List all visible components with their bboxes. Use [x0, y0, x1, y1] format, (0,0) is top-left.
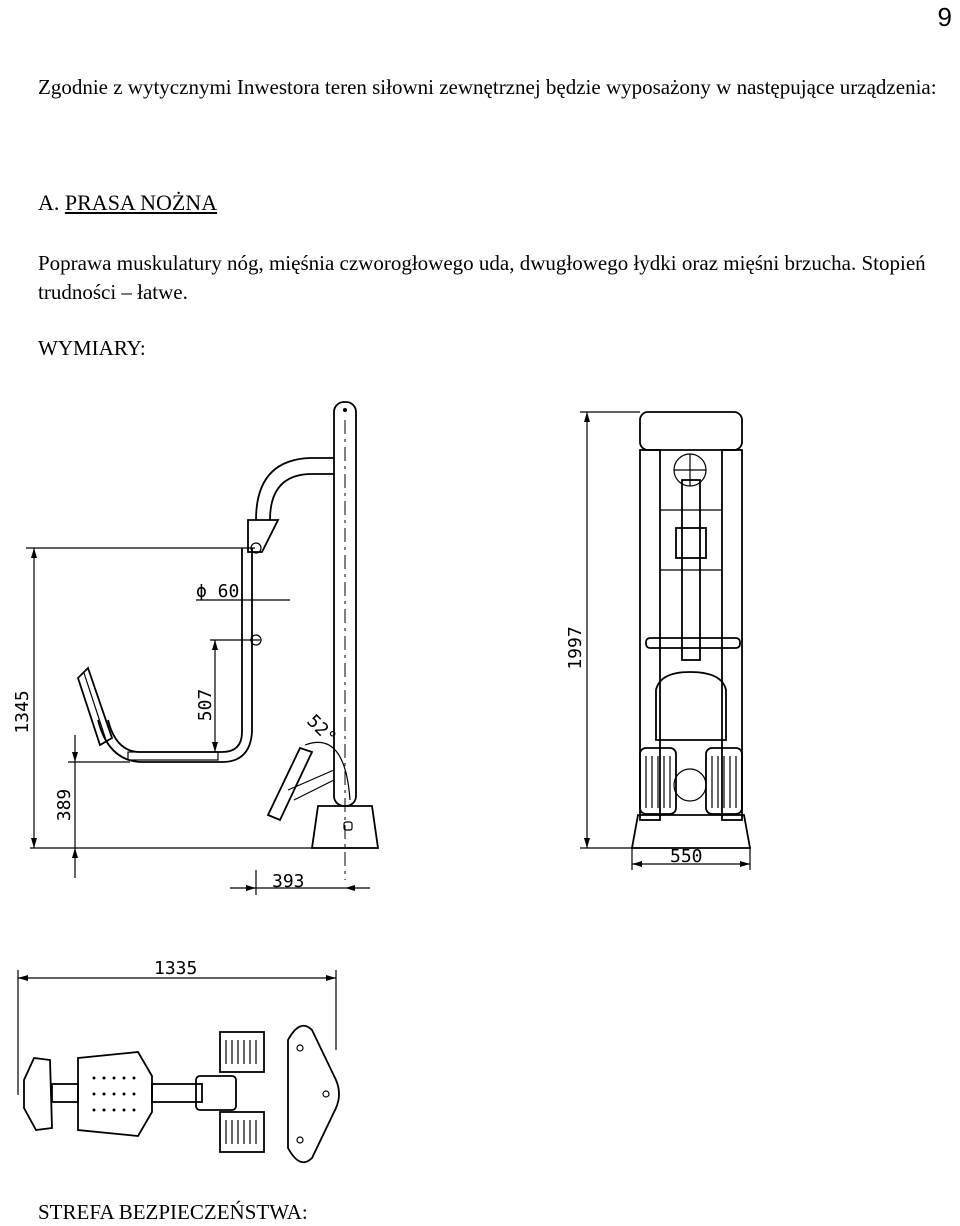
- headrest: [24, 1058, 52, 1130]
- base-bolt: [323, 1091, 329, 1097]
- dimension-length: 1335: [154, 958, 198, 979]
- seat-back: [656, 672, 726, 740]
- frame-bar: [152, 1084, 202, 1102]
- curved-arm-inner: [270, 474, 334, 520]
- lower-pivot: [674, 769, 706, 801]
- dimension-total-height: 1997: [565, 626, 586, 670]
- dimension-width: 550: [670, 846, 703, 867]
- section-description: Poprawa muskulatury nóg, mięśnia czworogłowego uda, dwugłowego łydki oraz mięśni brzucha. Stopień trudności – łatwe.: [38, 251, 926, 304]
- base-bolt: [297, 1137, 303, 1143]
- dimension-total-height: 1345: [12, 690, 33, 734]
- pivot-bracket: [248, 520, 278, 552]
- dimensions-label: WYMIARY:: [38, 336, 146, 360]
- base-plate: [288, 1026, 339, 1162]
- section-letter: A.: [38, 190, 60, 215]
- bracket-box: [676, 528, 706, 558]
- dimension-seat-height: 389: [54, 788, 75, 822]
- curved-arm: [256, 458, 334, 520]
- dimension-depth: 393: [272, 871, 305, 892]
- front-view-drawing: [540, 395, 820, 885]
- safety-zone-label: STREFA BEZPIECZEŃSTWA:: [38, 1200, 308, 1224]
- footplate-arm: [288, 770, 334, 800]
- top-beam: [640, 412, 742, 450]
- side-view-drawing: [0, 390, 420, 920]
- base-bolt: [297, 1045, 303, 1051]
- section-title: PRASA NOŻNA: [64, 190, 218, 215]
- footplate-grip: [226, 1040, 256, 1144]
- seat-frame-inner: [108, 548, 242, 752]
- dimension-handle-height: 507: [195, 688, 216, 722]
- footplate: [268, 748, 312, 820]
- dimension-angle: 52°: [302, 710, 341, 749]
- section-heading: [38, 190, 223, 216]
- seat-plate: [128, 752, 218, 760]
- top-view-drawing: [0, 950, 360, 1170]
- right-post: [722, 450, 742, 820]
- seat-holes: [93, 1077, 136, 1112]
- connector-bar: [52, 1084, 78, 1102]
- intro-paragraph: Zgodnie z wytycznymi Inwestora teren siłowni zewnętrznej będzie wyposażony w następujące urządzenia:: [38, 75, 937, 99]
- dimension-tube-diameter: ϕ 60: [196, 581, 240, 602]
- post-cap: [343, 408, 347, 412]
- page-number: 9: [937, 2, 952, 32]
- left-post: [640, 450, 660, 820]
